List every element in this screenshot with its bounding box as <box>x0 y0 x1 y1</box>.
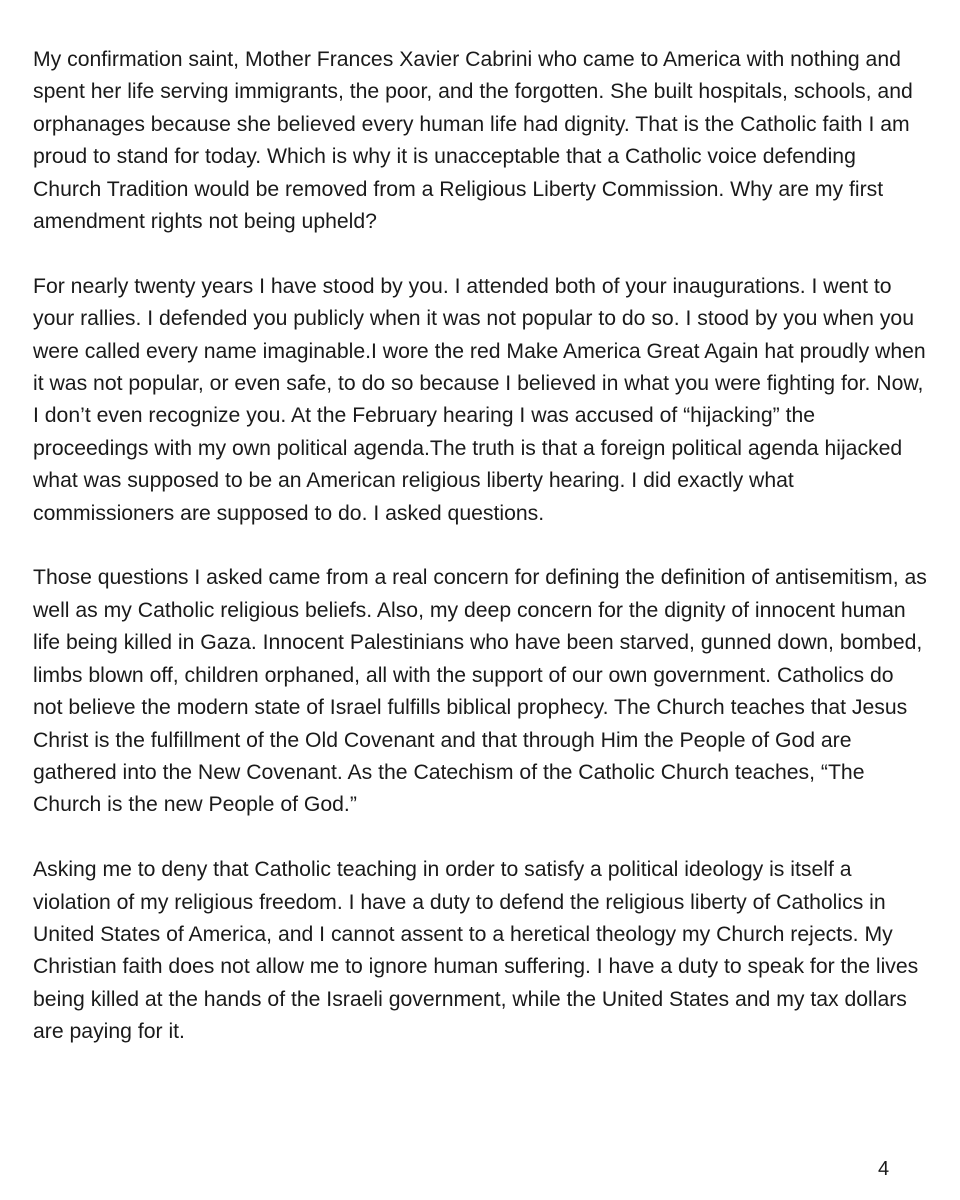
document-page <box>33 44 928 1081</box>
page-number: 4 <box>878 1158 890 1180</box>
paragraph-confirmation-saint: My confirmation saint, Mother Frances Xavier Cabrini who came to America with nothing and spent her life serving immigrants, the poor, and the forgotten. She built hospitals, schools, and orphanages because she believed every human life had dignity. That is the Catholic faith I am proud to stand for today. Which is why it is unacceptable that a Catholic voice defending Church Tradition would be removed from a Religious Liberty Commission. Why are my first amendment rights not being upheld? <box>33 48 913 234</box>
paragraph-questions: Those questions I asked came from a real concern for defining the definition of antisemitism, as well as my Catholic religious beliefs. Also, my deep concern for the dignity of innocent human life being killed in Gaza. Innocent Palestinians who have been starved, gunned down, bombed, limbs blown off, children orphaned, all with the support of our own government. Catholics do not believe the modern state of Israel fulfills biblical prophecy. The Church teaches that Jesus Christ is the fulfillment of the Old Covenant and that through Him the People of God are gathered into the New Covenant. As the Catechism of the Catholic Church teaches, “The Church is the new People of God.” <box>33 566 927 817</box>
paragraph-twenty-years: For nearly twenty years I have stood by you. I attended both of your inaugurations. I went to your rallies. I defended you publicly when it was not popular to do so. I stood by you when you were called every name imaginable.I wore the red Make America Great Again hat proudly when it was not popular, or even safe, to do so because I believed in what you were fighting for. Now, I don’t even recognize you. At the February hearing I was accused of “hijacking” the proceedings with my own political agenda.The truth is that a foreign political agenda hijacked what was supposed to be an American religious liberty hearing. I did exactly what commissioners are supposed to do. I asked questions. <box>33 274 926 525</box>
paragraph-religious-freedom: Asking me to deny that Catholic teaching in order to satisfy a political ideology is itself a violation of my religious freedom. I have a duty to defend the religious liberty of Catholics in United States of America, and I cannot assent to a heretical theology my Church rejects. My Christian faith does not allow me to ignore human suffering. I have a duty to speak for the lives being killed at the hands of the Israeli government, while the United States and my tax dollars are paying for it. <box>33 858 919 1044</box>
